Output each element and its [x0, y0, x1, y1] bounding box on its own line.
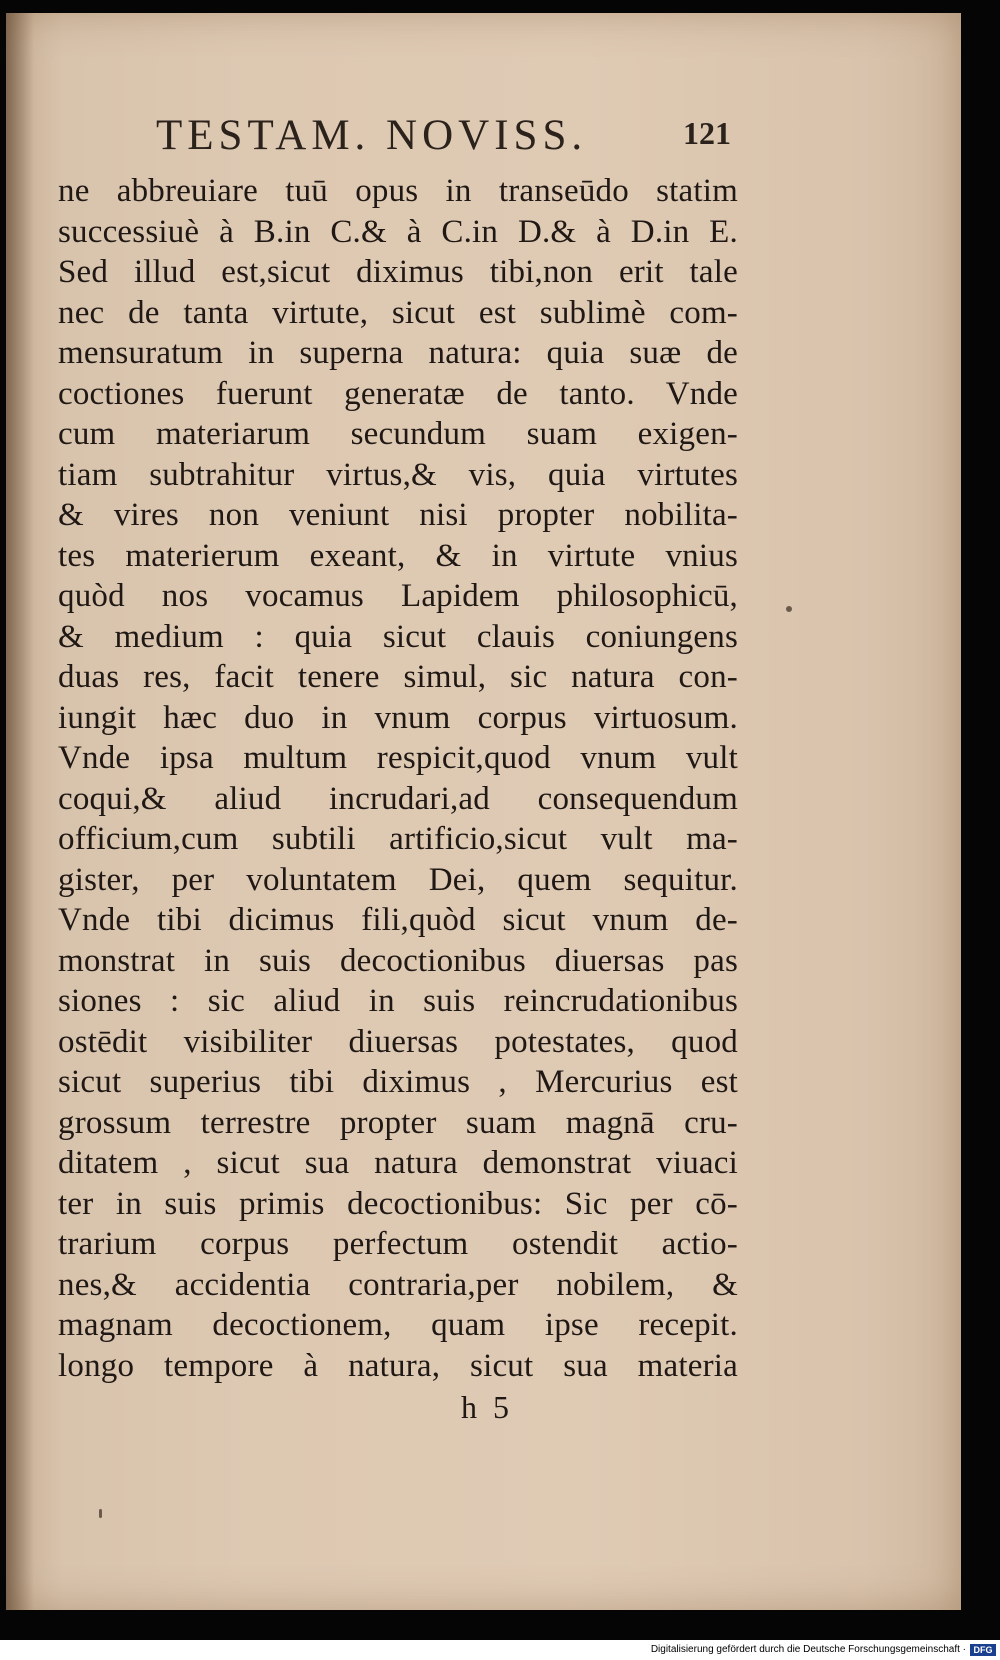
text-line: monstrat in suis decoctionibus diuersas pas: [58, 942, 738, 979]
text-line: mensuratum in superna natura: quia suæ de: [58, 335, 738, 371]
text-line: coqui,& aliud incrudari,ad consequendum: [58, 780, 738, 817]
text-line: ostēdit visibiliter diuersas potestates, quod: [58, 1023, 738, 1060]
text-line: & vires non veniunt nisi propter nobilita-: [58, 497, 738, 533]
dfg-logo-icon: DFG: [970, 1644, 996, 1656]
book-page: [6, 13, 961, 1610]
text-line: iungit hæc duo in vnum corpus virtuosum.: [58, 699, 738, 736]
text-line: tiam subtrahitur virtus,& vis, quia virtutes: [58, 456, 738, 493]
text-line: magnam decoctionem, quam ipse recepit.: [58, 1307, 738, 1343]
text-line: grossum terrestre propter suam magnā cru-: [58, 1104, 738, 1141]
running-title: TESTAM. NOVISS.: [156, 112, 588, 159]
text-line: duas res, facit tenere simul, sic natura con-: [58, 659, 738, 695]
text-line: trarium corpus perfectum ostendit actio-: [58, 1226, 738, 1262]
text-line: gister, per voluntatem Dei, quem sequitur.: [58, 861, 738, 898]
funding-attribution: Digitalisierung gefördert durch die Deutsche Forschungsgemeinschaft ·: [650, 1644, 966, 1655]
ink-speck: [99, 1509, 102, 1518]
text-line: sicut superius tibi diximus , Mercurius est: [58, 1064, 738, 1100]
text-line: coctiones fuerunt generatæ de tanto. Vnde: [58, 375, 738, 412]
text-line: tes materierum exeant, & in virtute vnius: [58, 537, 738, 574]
page-number: 121: [683, 115, 731, 151]
text-line: ne abbreuiare tuū opus in transeūdo statim: [58, 173, 738, 209]
attribution-bar: [0, 1640, 1000, 1660]
text-line: quòd nos vocamus Lapidem philosophicū,: [58, 578, 738, 614]
text-line: Vnde tibi dicimus fili,quòd sicut vnum de-: [58, 902, 738, 938]
text-line: Sed illud est,sicut diximus tibi,non erit tale: [58, 254, 738, 290]
signature-mark: h 5: [461, 1389, 509, 1425]
text-line: ditatem , sicut sua natura demonstrat viuaci: [58, 1145, 738, 1181]
text-line: ter in suis primis decoctionibus: Sic per cō-: [58, 1185, 738, 1222]
text-line: cum materiarum secundum suam exigen-: [58, 416, 738, 452]
text-line: officium,cum subtili artificio,sicut vult ma-: [58, 821, 738, 857]
page-header: [156, 103, 731, 163]
text-line: siones : sic aliud in suis reincrudationibus: [58, 983, 738, 1019]
text-line: Vnde ipsa multum respicit,quod vnum vult: [58, 740, 738, 776]
text-line: & medium : quia sicut clauis coniungens: [58, 618, 738, 655]
text-line: nes,& accidentia contraria,per nobilem, &: [58, 1266, 738, 1303]
ink-speck: [786, 606, 792, 612]
text-line: longo tempore à natura, sicut sua materia: [58, 1347, 738, 1384]
body-text: [58, 171, 738, 1386]
text-line: nec de tanta virtute, sicut est sublimè com-: [58, 294, 738, 331]
text-line: successiuè à B.in C.& à C.in D.& à D.in E.: [58, 213, 738, 250]
